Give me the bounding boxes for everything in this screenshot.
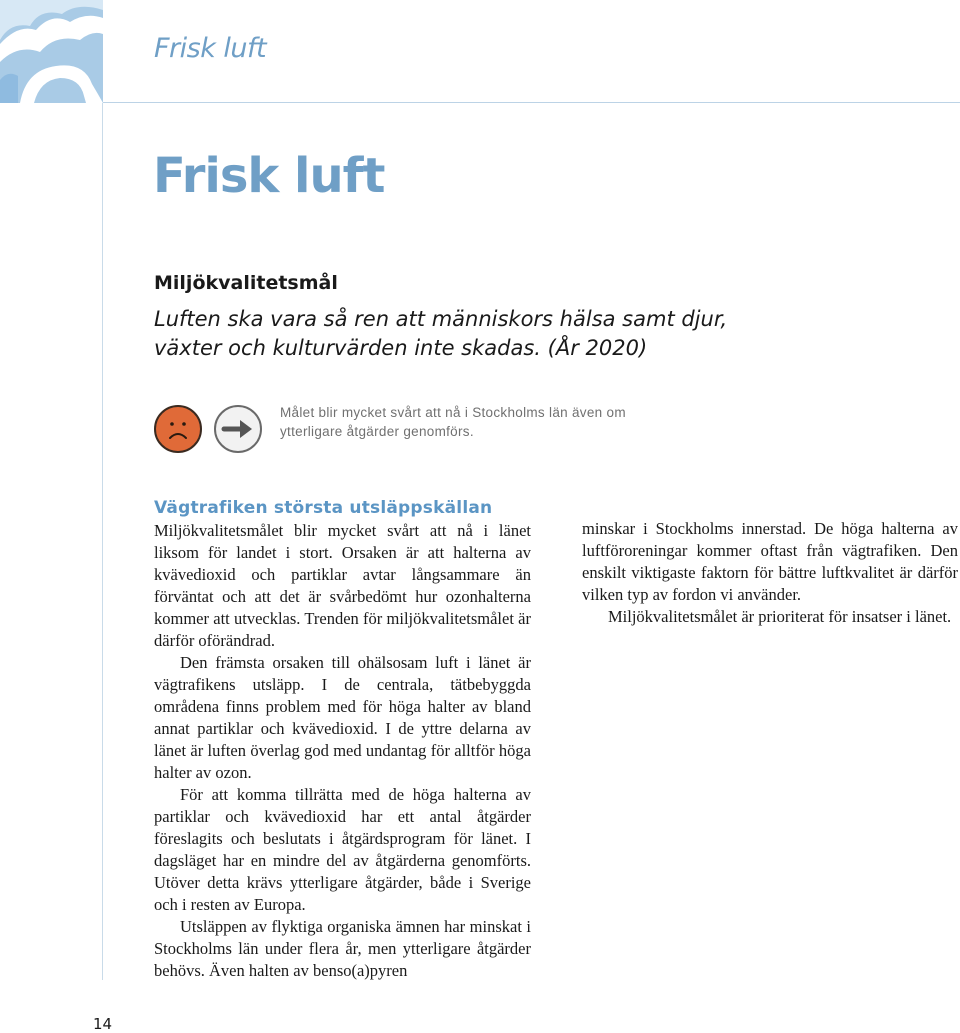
corner-decoration [0,0,103,103]
arrow-right-icon [214,405,262,453]
margin-rule [102,103,103,980]
paragraph: Utsläppen av flyktiga organiska ämnen har minskat i Stockholms län under flera år, men ytterligare åtgärder behövs. Även halten av benso(a)pyren [154,917,531,980]
paragraph: Miljökvalitetsmålet är prioriterat för insatser i länet. [608,607,952,626]
body-column-right [582,518,958,628]
status-text: Målet blir mycket svårt att nå i Stockholms län även om ytterligare åtgärder genomförs. [280,405,626,439]
goal-heading: Miljökvalitetsmål [154,272,338,294]
goal-text: Luften ska vara så ren att människors hälsa samt djur, växter och kulturvärden inte skadas. (År 2020) [154,307,728,360]
paragraph: Den främsta orsaken till ohälsosam luft i länet är vägtrafikens utsläpp. I de centrala, tätbebyggda områdena finns problem med för höga halter av bland annat partiklar och kvävedioxid. I de yttre delarna av länet är luften överlag god med undantag för alltför höga halter av ozon. [154,653,531,782]
sad-face-icon [154,405,202,453]
page-number: 14 [93,1015,113,1033]
body-column-left [154,520,531,982]
paragraph: För att komma tillrätta med de höga halterna av partiklar och kvävedioxid har ett antal åtgärder föreslagits och beslutats i åtgärdsprogram för länet. I dagsläget har en mindre del av åtgärderna genomförts. Utöver detta krävs ytterligare åtgärder, både i Sverige och i resten av Europa. [154,785,531,914]
paragraph: minskar i Stockholms innerstad. De höga halterna av luftföroreningar kommer oftast från vägtrafiken. Den enskilt viktigaste faktorn för bättre luftkvalitet är därför vilken typ av fordon vi använder. [582,519,958,604]
running-head: Frisk luft [154,33,267,64]
cloud-pattern-icon [0,0,103,103]
page-title: Frisk luft [153,148,385,204]
section-heading: Vägtrafiken största utsläppskällan [154,498,493,518]
paragraph: Miljökvalitetsmålet blir mycket svårt att nå i länet liksom för landet i stort. Orsaken är att halterna av kvävedioxid och partiklar avtar långsammare än förväntat och att det är svårbedömt hur ozonhalterna kommer att utvecklas. Trenden för miljökvalitetsmålet är därför oförändrad. [154,521,531,650]
header-rule [103,102,960,103]
